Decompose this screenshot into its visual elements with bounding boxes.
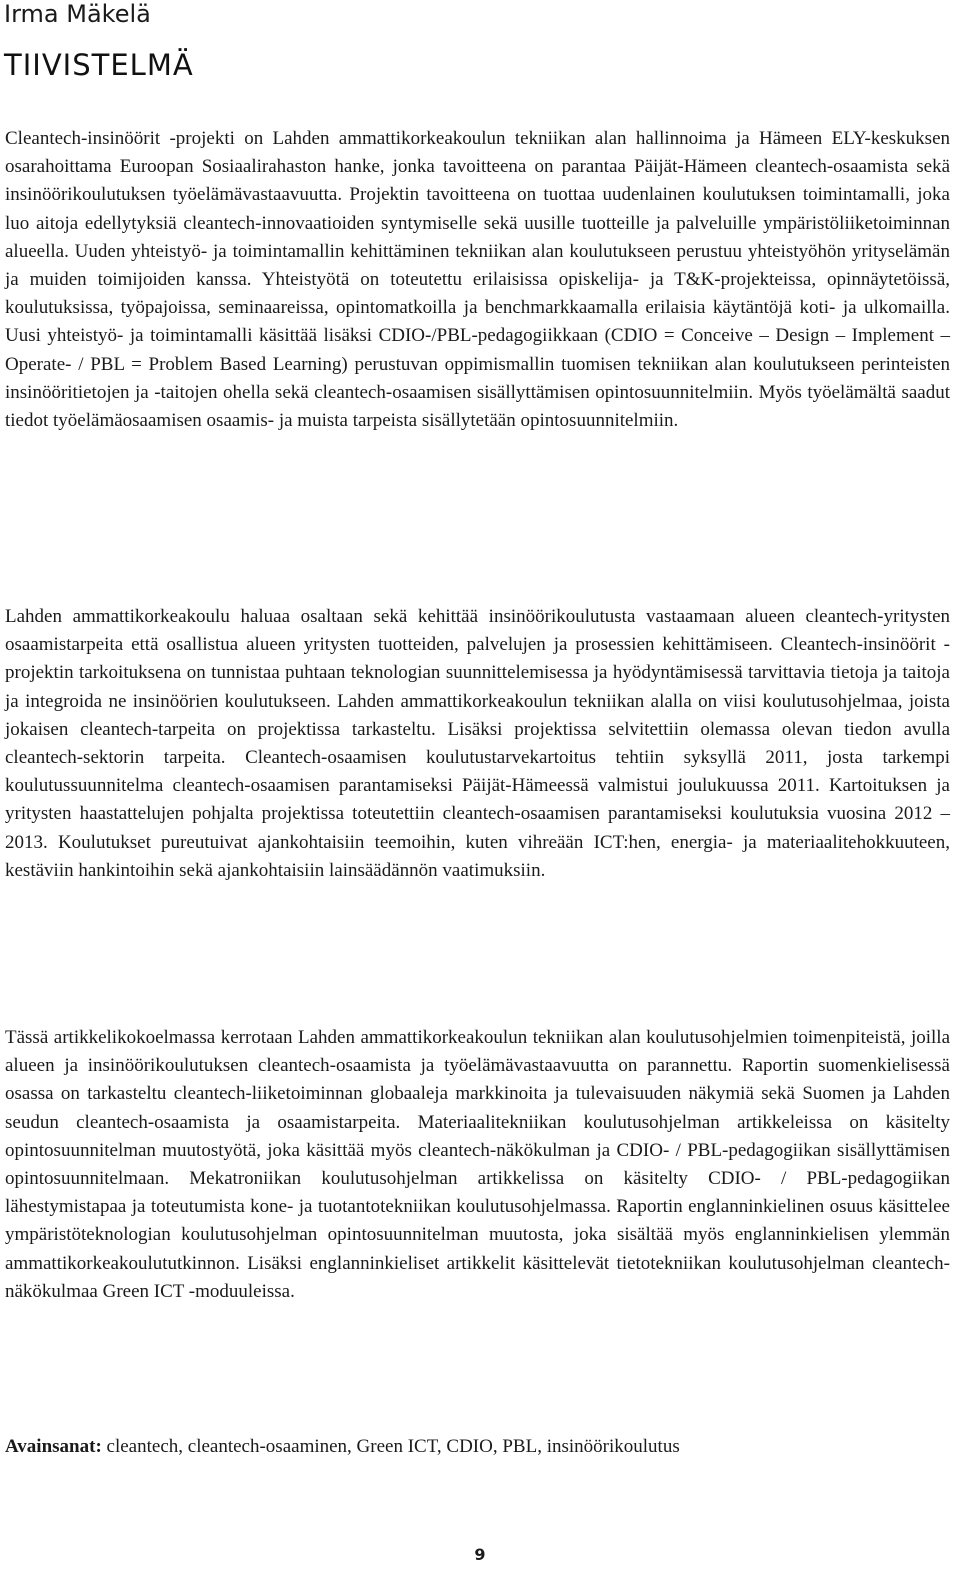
page-number: 9	[474, 1545, 486, 1564]
abstract-paragraph-2: Lahden ammattikorkeakoulu haluaa osaltaan sekä kehittää insinöörikoulutusta vastaamaan alueen cleantech-yritysten osaamistarpeita että osallistua alueen yritysten tuotteiden, palvelujen ja prosessien kehittämiseen. Cleantech-insinöörit -projektin tarkoituksena on tunnistaa puhtaan teknologian suunnittelemisessa ja hyödyntämisessä tarvittavia tietoja ja taitoja ja integroida ne insinöörien koulutukseen. Lahden ammattikorkeakoulun tekniikan alalla on viisi koulutusohjelmaa, joista jokaisen cleantech-tarpeita on projektissa tarkasteltu. Lisäksi projektissa selvitettiin olemassa olevan tiedon avulla cleantech-sektorin tarpeita. Cleantech-osaamisen koulutustarvekartoitus tehtiin syksyllä 2011, josta tarkempi koulutussuunnitelma cleantech-osaamisen parantamiseksi Päijät-Hämeessä valmistui joulukuussa 2011. Kartoituksen ja yritysten haastattelujen pohjalta projektissa toteutettiin cleantech-osaamisen parantamiseksi koulutuksia vuosina 2012 – 2013. Koulutukset pureutuivat ajankohtaisiin teemoihin, kuten vihreään ICT:hen, energia- ja materiaalitehokkuuteen, kestäviin hankintoihin sekä ajankohtaisiin lainsäädännön vaatimuksiin.	[5, 606, 950, 881]
abstract-paragraph-3: Tässä artikkelikokoelmassa kerrotaan Lahden ammattikorkeakoulun tekniikan alan koulutusohjelmien toimenpiteistä, joilla alueen ja insinöörikoulutuksen cleantech-osaamista ja työelämävastaavuutta on parannettu. Raportin suomenkielisessä osassa on tarkasteltu cleantech-liiketoiminnan globaaleja markkinoita ja tulevaisuuden näkymiä sekä Suomen ja Lahden seudun cleantech-osaamista ja osaamistarpeita. Materiaalitekniikan koulutusohjelman artikkeleissa on käsitelty opintosuunnitelman muutostyötä, joka käsittää myös cleantech-näkökulman ja CDIO- / PBL-pedagogiikan sisällyttämisen opintosuunnitelmaan. Mekatroniikan koulutusohjelman artikkelissa on käsitelty CDIO- / PBL-pedagogiikan lähestymistapaa ja toteutumista kone- ja tuotantotekniikan koulutusohjelmassa. Raportin englanninkielinen osuus käsittelee ympäristöteknologian koulutusohjelman opintosuunnitelman muutosta, joka sisältää myös englanninkielisen ylemmän ammattikorkeakoulututkinnon. Lisäksi englanninkieliset artikkelit käsittelevät tietotekniikan koulutusohjelman cleantech-näkökulmaa Green ICT -moduuleissa.	[5, 1027, 950, 1302]
keywords-value: cleantech, cleantech-osaaminen, Green ICT, CDIO, PBL, insinöörikoulutus	[101, 1436, 680, 1457]
author-name: Irma Mäkelä	[4, 0, 151, 28]
page-title: TIIVISTELMÄ	[4, 48, 194, 82]
abstract-paragraph-1: Cleantech-insinöörit -projekti on Lahden ammattikorkeakoulun tekniikan alan hallinnoima ja Hämeen ELY-keskuksen osarahoittama Euroopan Sosiaalirahaston hanke, jonka tavoitteena on parantaa Päijät-Hämeen cleantech-osaamista sekä insinöörikoulutuksen työelämävastaavuutta. Projektin tavoitteena on tuottaa uudenlainen koulutuksen toimintamalli, joka luo aitoja edellytyksiä cleantech-innovaatioiden syntymiselle sekä uusille tuotteille ja palveluille ympäristöliiketoiminnan alueella. Uuden yhteistyö- ja toimintamallin kehittäminen tekniikan alan koulutukseen perustuu yhteistyöhön yrityselämän ja muiden toimijoiden kanssa. Yhteistyötä on toteutettu erilaisissa opiskelija- ja T&K-projekteissa, opinnäytetöissä, koulutuksissa, työpajoissa, seminaareissa, opintomatkoilla ja benchmarkkaamalla erilaisia käytäntöjä koti- ja ulkomailla. Uusi yhteistyö- ja toimintamalli käsittää lisäksi CDIO-/PBL-pedagogiikkaan (CDIO = Conceive – Design – Implement – Operate- / PBL = Problem Based Learning) perustuvan oppimismallin tuomisen tekniikan alan koulutukseen perinteisten insinööritietojen ja -taitojen ohella sekä cleantech-osaamisen sisällyttämisen opintosuunnitelmiin. Myös työelämältä saadut tiedot työelämäosaamisen osaamis- ja muista tarpeista sisällytetään opintosuunnitelmiin.	[5, 128, 950, 432]
keywords-label: Avainsanat:	[5, 1436, 102, 1457]
keywords-line	[5, 1433, 950, 1461]
